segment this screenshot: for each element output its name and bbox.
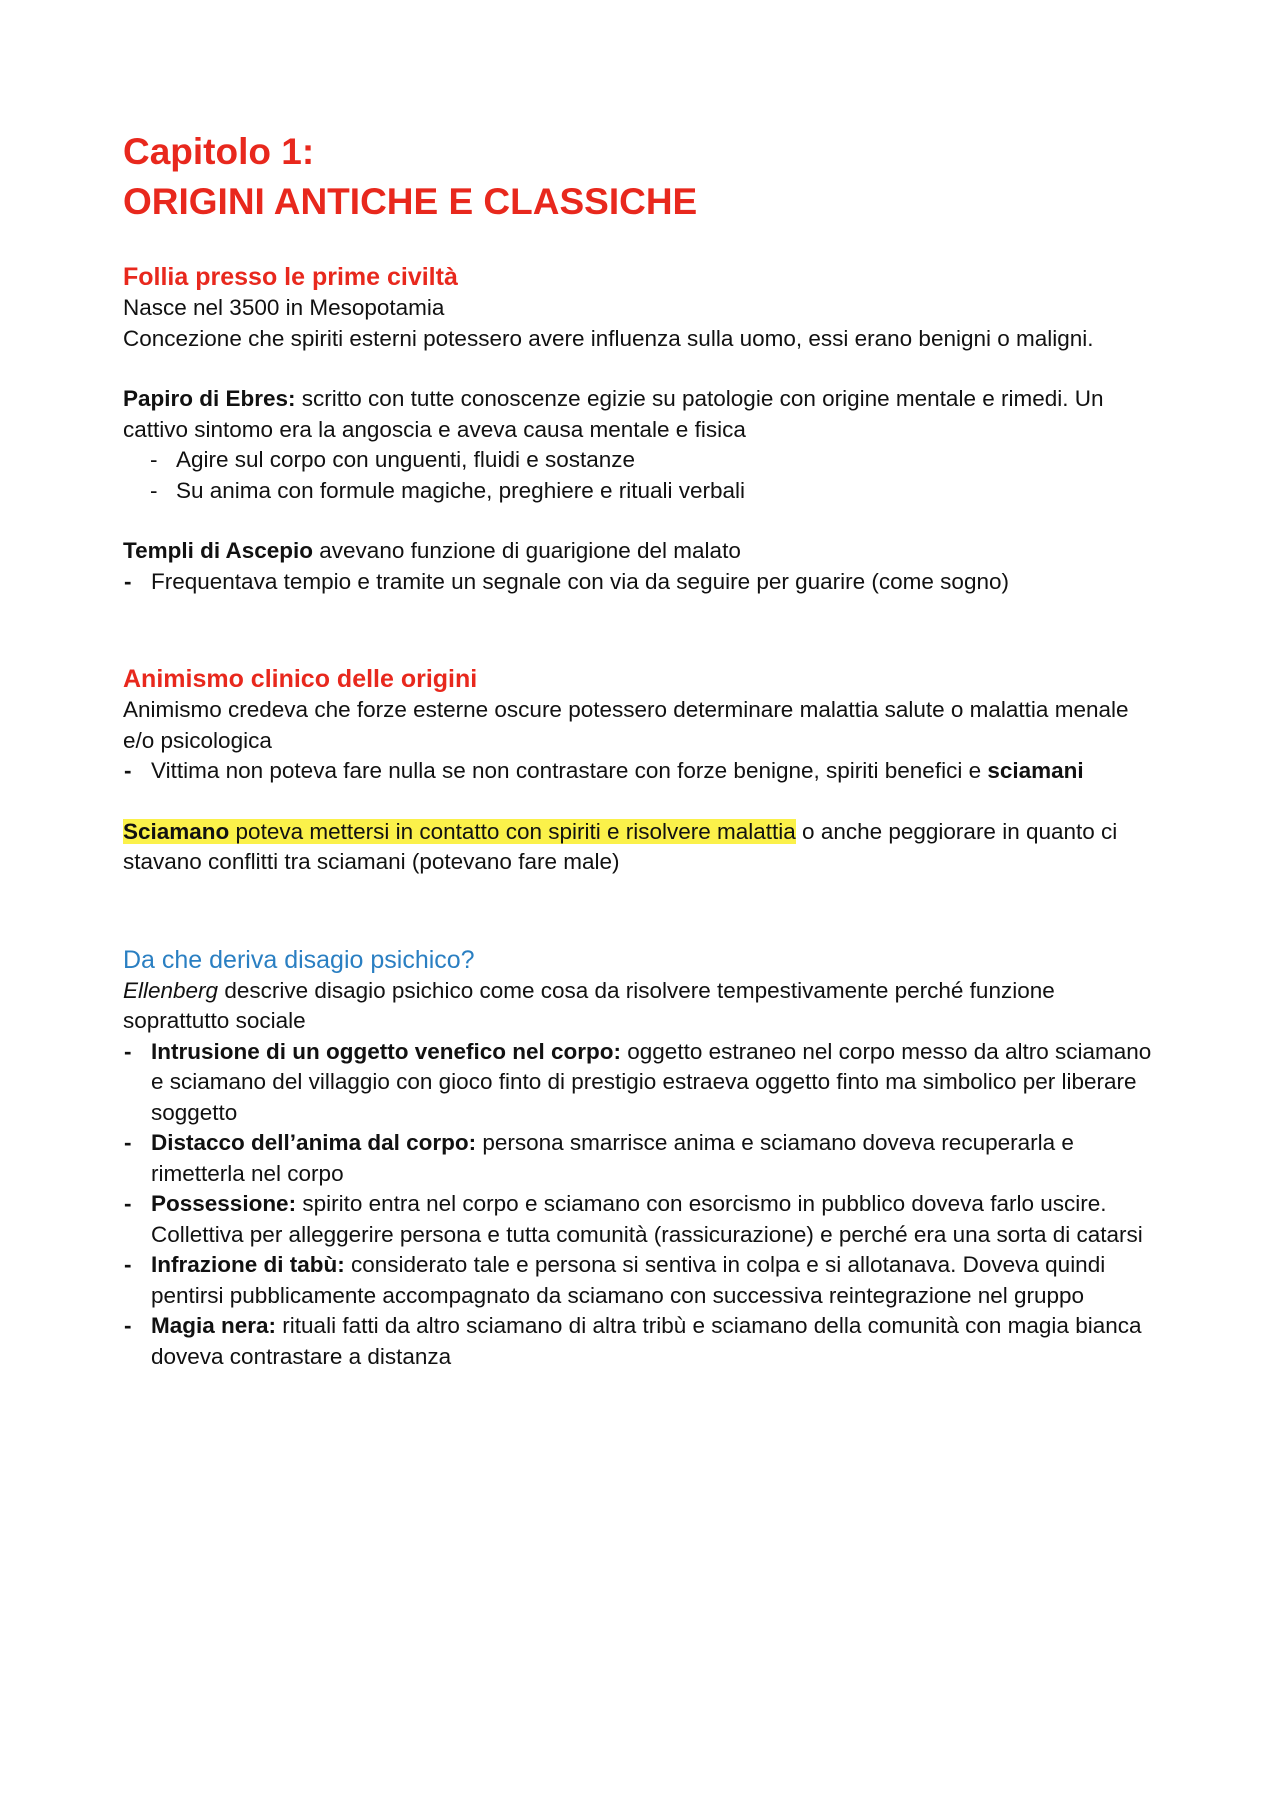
paragraph-templi: Templi di Ascepio avevano funzione di guarigione del malato (123, 538, 741, 563)
list-item: - Su anima con formule magiche, preghiere e rituali verbali (123, 476, 1163, 507)
list-item: - Agire sul corpo con unguenti, fluidi e sostanze (123, 445, 1163, 476)
papiro-term: Papiro di Ebres: (123, 386, 296, 411)
animismo-list (123, 756, 1163, 787)
section-heading-follia: Follia presso le prime civiltà (123, 263, 458, 291)
list-item: - Magia nera: rituali fatti da altro sciamano di altra tribù e sciamano della comunità con magia bianca doveva contrastare a distanza (123, 1311, 1163, 1372)
paragraph-mesopotamia: Nasce nel 3500 in Mesopotamia (123, 295, 445, 320)
list-item: - Distacco dell’anima dal corpo: persona smarrisce anima e sciamano doveva recuperarla e rimetterla nel corpo (123, 1128, 1163, 1189)
highlighted-text: Sciamano poteva mettersi in contatto con spiriti e risolvere malattia (123, 818, 796, 844)
list-item: - Vittima non poteva fare nulla se non contrastare con forze benigne, spiriti benefici e sciamani (123, 756, 1163, 787)
paragraph-concezione: Concezione che spiriti esterni potessero avere influenza sulla uomo, essi erano benigni o maligni. (123, 325, 1094, 351)
paragraph-papiro: Papiro di Ebres: scritto con tutte conoscenze egizie su patologie con origine mentale e rimedi. Un cattivo sintomo era la angoscia e aveva causa mentale e fisica (123, 386, 1104, 442)
templi-list (123, 567, 1163, 598)
templi-term: Templi di Ascepio (123, 538, 314, 563)
section-heading-disagio: Da che deriva disagio psichico? (123, 945, 475, 974)
chapter-name: ORIGINI ANTICHE E CLASSICHE (123, 181, 698, 222)
paragraph-animismo: Animismo credeva che forze esterne oscure potessero determinare malattia salute o malattia menale e/o psicologica (123, 697, 1129, 753)
section-heading-animismo: Animismo clinico delle origini (123, 665, 478, 693)
list-item: - Frequentava tempio e tramite un segnale con via da seguire per guarire (come sogno) (123, 567, 1163, 598)
paragraph-ellenberg: Ellenberg descrive disagio psichico come cosa da risolvere tempestivamente perché funzione soprattutto sociale (123, 977, 1055, 1033)
document-page (123, 127, 1163, 1372)
papiro-list (123, 445, 1163, 506)
paragraph-sciamano: Sciamano poteva mettersi in contatto con spiriti e risolvere malattia o anche peggiorare in quanto ci stavano conflitti tra sciamani (potevano fare male) (123, 818, 1118, 874)
ellenberg-name: Ellenberg (123, 977, 219, 1003)
chapter-title (123, 127, 1163, 227)
chapter-number: Capitolo 1: (123, 131, 315, 172)
list-item: - Infrazione di tabù: considerato tale e persona si sentiva in colpa e si allotanava. Doveva quindi pentirsi pubblicamente accompagnato da sciamano con successiva reintegrazione nel gruppo (123, 1250, 1163, 1311)
list-item: - Possessione: spirito entra nel corpo e sciamano con esorcismo in pubblico doveva farlo uscire. Collettiva per alleggerire persona e tutta comunità (rassicurazione) e perché era una sorta di catarsi (123, 1189, 1163, 1250)
cause-list (123, 1037, 1163, 1373)
list-item: - Intrusione di un oggetto venefico nel corpo: oggetto estraneo nel corpo messo da altro sciamano e sciamano del villaggio con gioco finto di prestigio estraeva oggetto finto ma simbolico per liberare soggetto (123, 1037, 1163, 1129)
